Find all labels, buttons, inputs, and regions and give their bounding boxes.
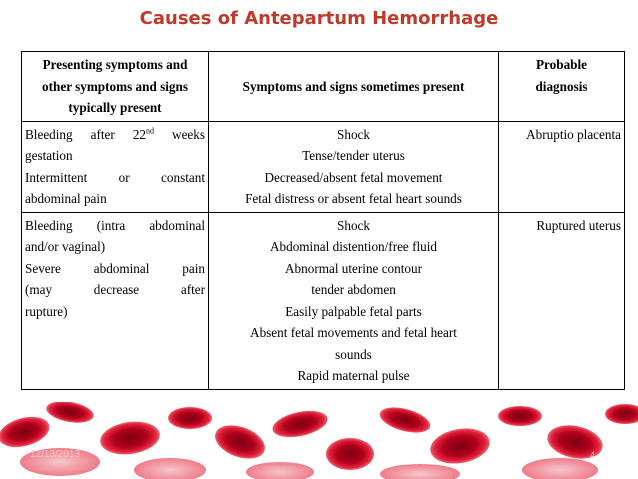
cell-line xyxy=(25,124,205,146)
sometimes-present-cell xyxy=(209,121,499,212)
cell-line: sounds xyxy=(335,346,372,362)
presenting-symptoms-cell xyxy=(22,121,209,212)
cell-line: Abnormal uterine contour xyxy=(285,260,422,276)
table-row xyxy=(22,212,625,389)
presenting-symptoms-cell xyxy=(22,212,209,389)
table-row xyxy=(22,121,625,212)
header-line: Probable xyxy=(535,57,588,72)
header-sometimes-present: Symptoms and signs sometimes present xyxy=(209,52,499,122)
header-line: typically present xyxy=(68,100,162,115)
header-line: diagnosis xyxy=(535,78,588,94)
header-probable-diagnosis xyxy=(499,52,625,122)
slide-date: 12/13/2013 xyxy=(30,449,81,460)
cell-line: and/or vaginal) xyxy=(25,239,106,254)
cell-text: weeks xyxy=(154,126,205,142)
blood-cells-decoration xyxy=(0,402,638,479)
cell-line: (may decrease after xyxy=(25,282,205,297)
cell-line: Easily palpable fetal parts xyxy=(285,303,422,319)
cell-line: Absent fetal movements and fetal heart xyxy=(250,325,457,340)
cell-line: Shock xyxy=(337,126,370,142)
header-line: Presenting symptoms and xyxy=(42,57,188,72)
cell-line: Abdominal distention/free fluid xyxy=(269,239,437,254)
cell-text: Bleeding after 22 xyxy=(25,126,147,142)
causes-table xyxy=(21,51,625,390)
slide-title: Causes of Antepartum Hemorrhage xyxy=(139,8,499,29)
table-header-row xyxy=(22,52,625,122)
cell-line: Intermittent or constant xyxy=(25,169,205,185)
ordinal-suffix: nd xyxy=(146,126,155,136)
cell-line: Decreased/absent fetal movement xyxy=(264,169,443,185)
cell-line: Tense/tender uterus xyxy=(302,148,405,163)
diagnosis-cell: Ruptured uterus xyxy=(499,212,625,389)
header-presenting-symptoms xyxy=(22,52,209,122)
cell-line: gestation xyxy=(25,148,73,163)
cell-line: Rapid maternal pulse xyxy=(297,368,410,383)
cell-line: Shock xyxy=(337,217,370,233)
sometimes-present-cell xyxy=(209,212,499,389)
cell-line: tender abdomen xyxy=(311,282,396,297)
cell-line: Severe abdominal pain xyxy=(25,260,205,276)
cell-line: rupture) xyxy=(25,303,68,319)
cell-line: Fetal distress or absent fetal heart sounds xyxy=(245,191,462,206)
cell-line: abdominal pain xyxy=(25,191,107,206)
header-line: other symptoms and signs xyxy=(42,78,188,94)
diagnosis-cell: Abruptio placenta xyxy=(499,121,625,212)
slide-page-number: 4 xyxy=(590,450,596,460)
cell-line: Bleeding (intra abdominal xyxy=(25,217,205,233)
